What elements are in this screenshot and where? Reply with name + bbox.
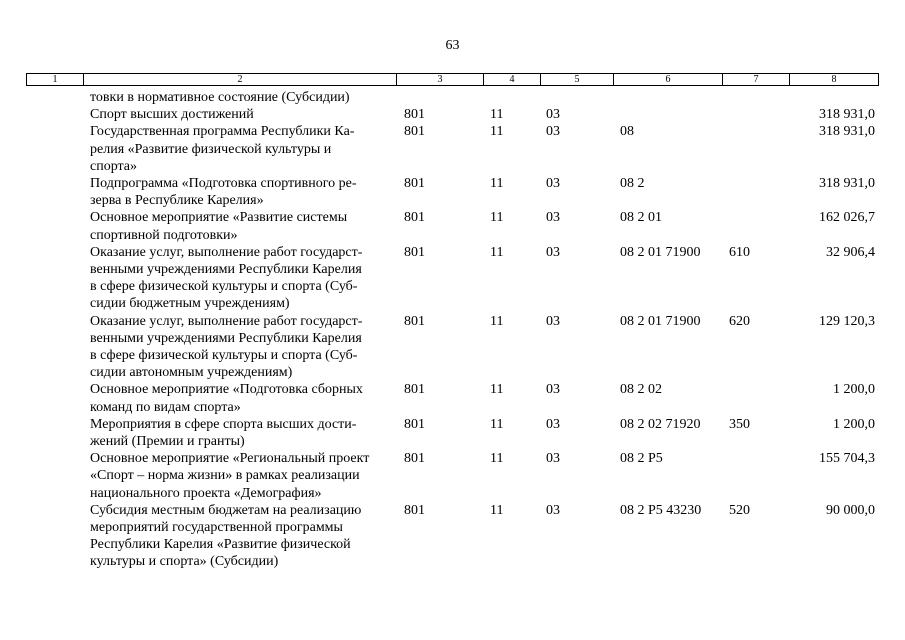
column-number-6: 6 — [614, 74, 723, 86]
expense-name-line: спорта» — [90, 158, 138, 174]
table-row — [0, 244, 905, 313]
expense-name — [90, 89, 395, 106]
expense-name-line: Субсидия местным бюджетам на реализацию — [90, 502, 362, 518]
expense-name-line: культуры и спорта» (Субсидии) — [90, 554, 279, 570]
expense-name-line: венными учреждениями Республики Карелия — [90, 330, 362, 346]
section-code: 11 — [490, 107, 504, 123]
expense-name-line: мероприятий государственной программы — [90, 520, 343, 536]
subsection-code: 03 — [546, 313, 560, 329]
table-row — [0, 123, 905, 175]
column-number-8: 8 — [790, 74, 879, 86]
table-row — [0, 209, 905, 243]
expense-name — [90, 416, 395, 450]
expense-name-line: Оказание услуг, выполнение работ государст- — [90, 244, 363, 260]
column-number-header — [26, 73, 879, 86]
target-article-code: 08 2 02 — [620, 382, 662, 398]
target-article-code: 08 — [620, 124, 634, 140]
section-code: 11 — [490, 176, 504, 192]
expense-name-line: Республики Карелия «Развитие физической — [90, 537, 351, 553]
amount: 318 931,0 — [819, 107, 875, 123]
ministry-code: 801 — [404, 502, 425, 518]
expense-name-line: Мероприятия в сфере спорта высших дости- — [90, 416, 357, 432]
expense-name — [90, 313, 395, 382]
target-article-code: 08 2 01 — [620, 210, 662, 226]
expense-name-line: Оказание услуг, выполнение работ государст- — [90, 313, 363, 329]
expense-name-line: команд по видам спорта» — [90, 399, 241, 415]
amount: 32 906,4 — [826, 244, 875, 260]
ministry-code: 801 — [404, 382, 425, 398]
subsection-code: 03 — [546, 210, 560, 226]
header-row — [27, 74, 879, 86]
ministry-code: 801 — [404, 210, 425, 226]
target-article-code: 08 2 01 71900 — [620, 313, 701, 329]
budget-table-body — [0, 89, 905, 571]
amount: 90 000,0 — [826, 502, 875, 518]
page-number: 63 — [445, 38, 460, 53]
subsection-code: 03 — [546, 382, 560, 398]
expense-name-line: Основное мероприятие «Региональный проект — [90, 451, 370, 467]
target-article-code: 08 2 — [620, 176, 645, 192]
expense-name-line: в сфере физической культуры и спорта (Суб- — [90, 348, 358, 364]
subsection-code: 03 — [546, 107, 560, 123]
expense-kind-code: 620 — [729, 313, 750, 329]
section-code: 11 — [490, 451, 504, 467]
expense-kind-code: 520 — [729, 502, 750, 518]
subsection-code: 03 — [546, 176, 560, 192]
section-code: 11 — [490, 124, 504, 140]
target-article-code: 08 2 P5 — [620, 451, 663, 467]
amount: 129 120,3 — [819, 313, 875, 329]
ministry-code: 801 — [404, 313, 425, 329]
section-code: 11 — [490, 313, 504, 329]
table-row — [0, 502, 905, 571]
expense-name — [90, 381, 395, 415]
table-row — [0, 450, 905, 502]
expense-name-line: Основное мероприятие «Развитие системы — [90, 210, 348, 226]
section-code: 11 — [490, 210, 504, 226]
column-number-3: 3 — [397, 74, 484, 86]
expense-name — [90, 175, 395, 209]
expense-name-line: национального проекта «Демография» — [90, 485, 322, 501]
section-code: 11 — [490, 502, 504, 518]
expense-name — [90, 209, 395, 243]
expense-name-line: жений (Премии и гранты) — [90, 434, 245, 450]
subsection-code: 03 — [546, 502, 560, 518]
section-code: 11 — [490, 244, 504, 260]
expense-name-line: Спорт высших достижений — [90, 107, 254, 123]
table-row — [0, 106, 905, 123]
expense-name-line: Подпрограмма «Подготовка спортивного ре- — [90, 176, 357, 192]
expense-name-line: Государственная программа Республики Ка- — [90, 124, 355, 140]
section-code: 11 — [490, 416, 504, 432]
target-article-code: 08 2 02 71920 — [620, 416, 701, 432]
ministry-code: 801 — [404, 416, 425, 432]
amount: 1 200,0 — [833, 382, 875, 398]
expense-name-line: сидии бюджетным учреждениям) — [90, 296, 290, 312]
target-article-code: 08 2 P5 43230 — [620, 502, 702, 518]
subsection-code: 03 — [546, 451, 560, 467]
expense-name-line: в сфере физической культуры и спорта (Суб- — [90, 279, 358, 295]
expense-name-line: «Спорт – норма жизни» в рамках реализации — [90, 468, 360, 484]
amount: 1 200,0 — [833, 416, 875, 432]
expense-name-line: релия «Развитие физической культуры и — [90, 141, 332, 157]
amount: 162 026,7 — [819, 210, 875, 226]
amount: 318 931,0 — [819, 176, 875, 192]
expense-name — [90, 244, 395, 313]
table-row — [0, 416, 905, 450]
subsection-code: 03 — [546, 244, 560, 260]
expense-name — [90, 123, 395, 175]
table-row — [0, 381, 905, 415]
expense-name-line: сидии автономным учреждениям) — [90, 365, 293, 381]
expense-name-line: товки в нормативное состояние (Субсидии) — [90, 90, 350, 105]
expense-name-line: спортивной подготовки» — [90, 227, 238, 243]
expense-name — [90, 502, 395, 571]
expense-kind-code: 610 — [729, 244, 750, 260]
column-number-4: 4 — [484, 74, 541, 86]
column-number-1: 1 — [27, 74, 84, 86]
expense-name-line: венными учреждениями Республики Карелия — [90, 262, 362, 278]
ministry-code: 801 — [404, 451, 425, 467]
table-row — [0, 175, 905, 209]
expense-name — [90, 106, 395, 123]
amount: 155 704,3 — [819, 451, 875, 467]
expense-name — [90, 450, 395, 502]
table-row — [0, 89, 905, 106]
expense-name-line: зерва в Республике Карелия» — [90, 193, 264, 209]
amount: 318 931,0 — [819, 124, 875, 140]
ministry-code: 801 — [404, 244, 425, 260]
section-code: 11 — [490, 382, 504, 398]
column-number-7: 7 — [723, 74, 790, 86]
expense-kind-code: 350 — [729, 416, 750, 432]
subsection-code: 03 — [546, 416, 560, 432]
table-row — [0, 313, 905, 382]
ministry-code: 801 — [404, 176, 425, 192]
column-number-2: 2 — [84, 74, 397, 86]
ministry-code: 801 — [404, 124, 425, 140]
column-number-5: 5 — [541, 74, 614, 86]
expense-name-line: Основное мероприятие «Подготовка сборных — [90, 382, 363, 398]
ministry-code: 801 — [404, 107, 425, 123]
target-article-code: 08 2 01 71900 — [620, 244, 701, 260]
subsection-code: 03 — [546, 124, 560, 140]
